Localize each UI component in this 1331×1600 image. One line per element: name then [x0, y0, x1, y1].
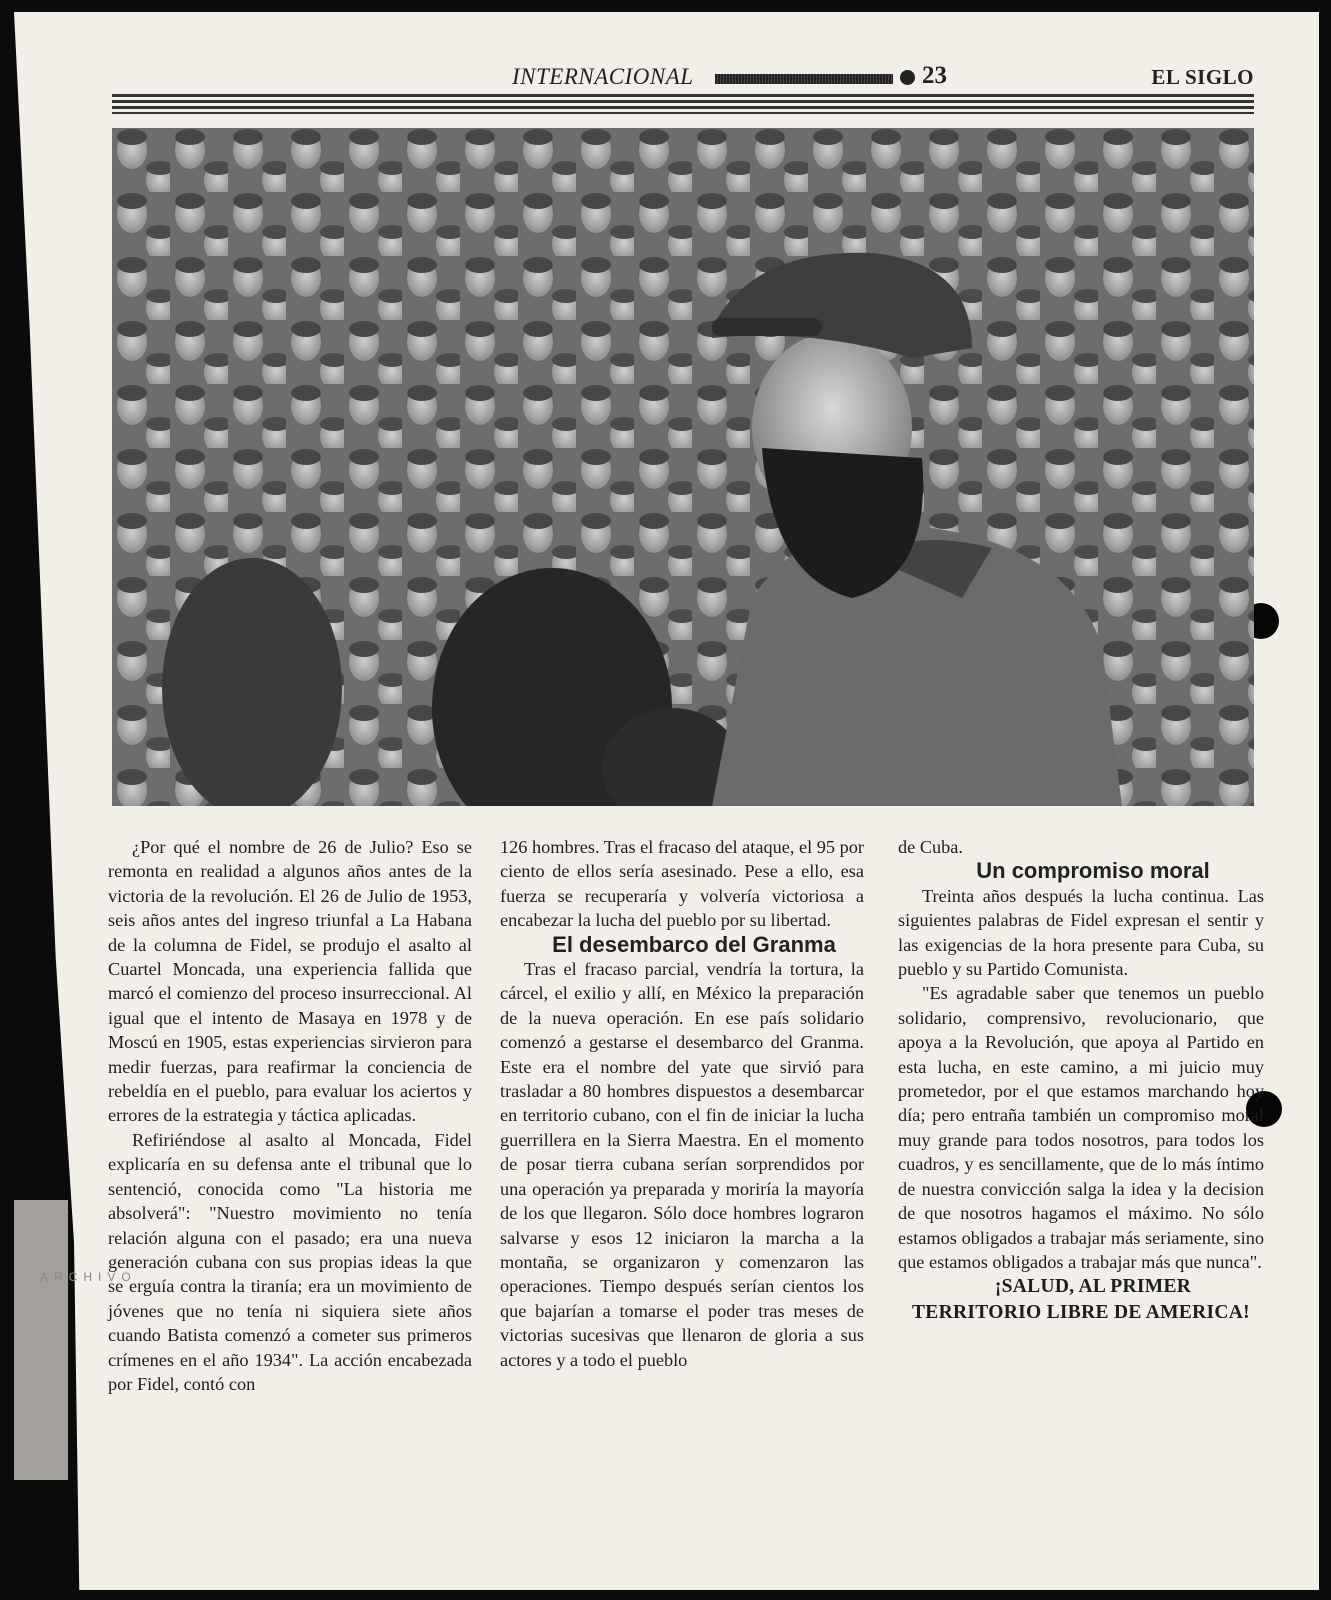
archive-stamp — [14, 1200, 68, 1480]
paragraph: "Es agradable saber que tenemos un pueblo solidario, comprensivo, revolucionario, que apoya a la Revolución, que apoya al Partido en esta lucha, en este camino, a mi juicio muy prometedor, por el que estamos marchando hoy día; pero entraña también un compromiso moral muy grande para todos nosotros, para todos los cuadros, y es sencillamente, que de lo más íntimo de nuestra convicción salga la idea y la decision de que nosotros hagamos el máximo. No sólo estamos obligados a trabajar más seriamente, sino que estamos obligados a trabajar más que nunca". — [898, 983, 1264, 1272]
article-column-3 — [898, 835, 1264, 1326]
header-rules — [112, 94, 1254, 114]
paragraph: ¿Por qué el nombre de 26 de Julio? Eso se remonta en realidad a algunos años antes de la victoria de la revolución. El 26 de Julio de 1953, seis años antes del ingreso triunfal a La Habana de la columna de Fidel, se produjo el asalto al Cuartel Moncada, una experiencia fallida que marcó el comienzo del proceso insurreccional. Al igual que el intento de Masaya en 1978 y de Moscú en 1905, estas experiencias sirvieron para medir fuerzas, para reafirmar la conciencia de rebeldía en el pueblo, para evaluar los aciertos y errores de la estrategia y táctica aplicadas. — [108, 837, 472, 1126]
page-header — [112, 62, 1254, 92]
watermark-text: ARCHIVO — [40, 1270, 137, 1284]
article-column-2 — [500, 835, 864, 1372]
closing-line-2: TERRITORIO LIBRE DE AMERICA! — [912, 1302, 1250, 1324]
closing-line-1: ¡SALUD, AL PRIMER — [994, 1276, 1192, 1298]
closing-slogan — [898, 1274, 1264, 1326]
paragraph: 126 hombres. Tras el fracaso del ataque, el 95 por ciento de ellos sería asesinado. Pese a ello, esa fuerza se recuperaría y volvería victoriosa a encabezar la lucha del pueblo por su libertad. — [500, 837, 865, 931]
newspaper-name: EL SIGLO — [1151, 65, 1254, 89]
header-bar — [715, 74, 893, 84]
paragraph: Refiriéndose al asalto al Moncada, Fidel explicaría en su defensa ante el tribunal que lo sentenció, conocida como "La historia me absolverá": "Nuestro movimiento no tenía relación alguna con el pasado; era una nueva generación cubana con sus propias ideas la que se erguía contra la tiranía; era un movimiento de jóvenes que no tenía ni siquiera siete años cuando Batista comenzó a cometer sus primeros crímenes en el año 1934". La acción encabezada por Fidel, contó con — [108, 1129, 472, 1394]
header-bullet — [900, 70, 915, 85]
paragraph: de Cuba. — [898, 837, 963, 857]
paragraph: Treinta años después la lucha continua. Las siguientes palabras de Fidel expresan el sentir y las exigencias de la hora presente para Cuba, su pueblo y su Partido Comunista. — [898, 885, 1264, 980]
page-number: 23 — [922, 62, 947, 89]
article-column-1 — [108, 835, 472, 1396]
subheading: Un compromiso moral — [976, 858, 1210, 884]
paragraph: Tras el fracaso parcial, vendría la tortura, la cárcel, el exilio y allí, en México la preparación de la nueva operación. En ese país solidario comenzó a gestarse el desembarco del Granma. Este era el nombre del yate que sirvió para trasladar a 80 hombres dispuestos a desembarcar en territorio cubano, con el fin de iniciar la lucha guerrillera en la Sierra Maestra. En el momento de posar tierra cubana serían sorprendidos por una operación ya preparada y moriría la mayoría de los que llegaron. Sólo doce hombres lograron salvarse y esos 12 iniciaron la marcha a la montaña, se organizaron y comenzaron las operaciones. Tiempo después serían cientos los que bajarían a tomarse el poder tras meses de victorias sucesivas que llenaron de gloria a sus actores y a todo el pueblo — [500, 959, 864, 1370]
crowd-photo-icon — [112, 128, 1254, 806]
subheading: El desembarco del Granma — [552, 931, 836, 957]
section-title: INTERNACIONAL — [512, 64, 694, 89]
